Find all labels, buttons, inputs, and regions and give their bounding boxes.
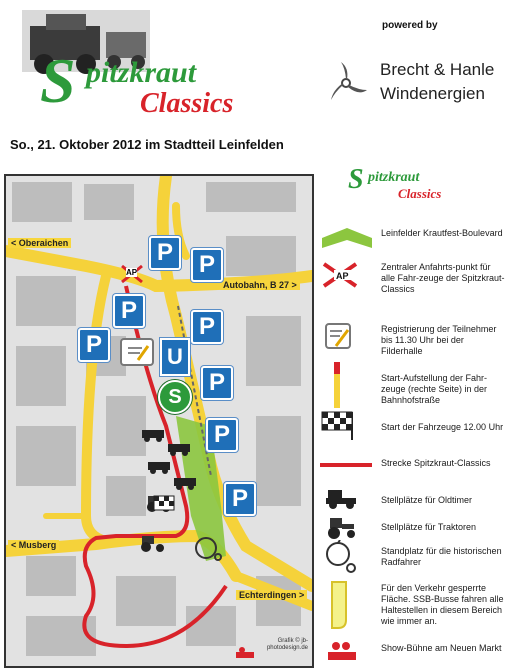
legend-text-cyclists: Standplatz für die historischen Radfahrer bbox=[381, 546, 502, 567]
s-bahn-sign: S bbox=[158, 380, 192, 414]
registration-icon bbox=[324, 322, 352, 350]
oldtimer-car-icon bbox=[166, 442, 192, 456]
legend-text-route: Strecke Spitzkraut-Classics bbox=[381, 458, 491, 468]
oldtimer-car-icon bbox=[172, 476, 198, 490]
legend-text-boulevard: Leinfelder Krautfest-Boulevard bbox=[381, 228, 503, 238]
label-musberg: < Musberg bbox=[8, 540, 59, 550]
legend-logo-word2: Classics bbox=[398, 186, 442, 201]
label-autobahn: Autobahn, B 27 > bbox=[220, 280, 300, 290]
closed-area-icon bbox=[328, 580, 354, 632]
logo-title-word2: Classics bbox=[140, 88, 234, 119]
legend-text-stage: Show-Bühne am Neuen Markt bbox=[381, 643, 502, 653]
legend-text-registration: Registrierung der Teilnehmer bis 11.30 Uhr bei der Filderhalle bbox=[381, 324, 497, 356]
parking-sign: P bbox=[191, 248, 223, 282]
tractor-icon bbox=[138, 534, 166, 552]
legend-logo-s: S bbox=[348, 164, 364, 195]
stage-icon bbox=[326, 640, 358, 662]
oldtimer-car-icon bbox=[146, 460, 172, 474]
sponsor-name-line1: Brecht & Hanle bbox=[380, 60, 495, 79]
label-echterdingen: Echterdingen > bbox=[236, 590, 307, 600]
checkered-flag-icon bbox=[152, 494, 178, 516]
oldtimer-car-icon bbox=[324, 488, 358, 510]
penny-farthing-icon bbox=[194, 536, 222, 562]
map-panel bbox=[4, 174, 314, 668]
start-line-icon bbox=[330, 362, 344, 408]
legend-text-start-time: Start der Fahrzeuge 12.00 Uhr bbox=[381, 422, 504, 432]
map-credit: Grafik © jb-photodesign.de bbox=[266, 638, 308, 651]
meeting-point-marker bbox=[120, 264, 144, 284]
event-logo bbox=[40, 45, 330, 130]
tractor-icon bbox=[324, 516, 358, 540]
parking-sign: P bbox=[149, 236, 181, 270]
svg-text:AP: AP bbox=[336, 271, 349, 281]
parking-sign: P bbox=[113, 294, 145, 328]
event-date: So., 21. Oktober 2012 im Stadtteil Leinfelden bbox=[10, 137, 284, 152]
legend-text-oldtimer: Stellplätze für Oldtimer bbox=[381, 495, 473, 505]
wind-turbine-icon bbox=[323, 60, 369, 106]
green-arrow-icon bbox=[320, 226, 374, 252]
parking-sign: P bbox=[224, 482, 256, 516]
parking-sign: P bbox=[201, 366, 233, 400]
meeting-point-icon bbox=[320, 262, 362, 288]
legend-text-tractor: Stellplätze für Traktoren bbox=[381, 522, 477, 532]
parking-sign: P bbox=[191, 310, 223, 344]
parking-sign: P bbox=[78, 328, 110, 362]
meeting-point-label: AP bbox=[126, 268, 138, 277]
label-oberaichen: < Oberaichen bbox=[8, 238, 71, 248]
powered-by-label: powered by bbox=[382, 20, 438, 31]
route-line-icon bbox=[318, 460, 374, 470]
logo-s-letter: S bbox=[40, 45, 76, 116]
u-bahn-sign: U bbox=[160, 338, 190, 376]
legend-text-meeting-point: Zentraler Anfahrts-punkt für alle Fahr-zeuge der Spitzkraut-Classics bbox=[381, 262, 505, 294]
penny-farthing-icon bbox=[326, 540, 356, 574]
legend-text-closed-area: Für den Verkehr gesperrte Fläche. SSB-Busse fahren alle Haltestellen in diesem Bereich wie immer an. bbox=[381, 583, 504, 626]
registration-marker bbox=[120, 338, 154, 366]
registration-icon bbox=[122, 340, 152, 364]
logo-title-word1: pitzkraut bbox=[86, 56, 197, 89]
legend-logo bbox=[348, 164, 498, 212]
legend-logo-word1: pitzkraut bbox=[368, 170, 420, 185]
header bbox=[0, 0, 510, 160]
parking-sign: P bbox=[206, 418, 238, 452]
oldtimer-car-icon bbox=[140, 428, 166, 442]
checkered-flag-icon bbox=[318, 406, 356, 442]
legend-text-start-line: Start-Aufstellung der Fahr-zeuge (rechte Seite) in der Bahnhofstraße bbox=[381, 373, 488, 405]
sponsor-name-line2: Windenergien bbox=[380, 84, 485, 103]
